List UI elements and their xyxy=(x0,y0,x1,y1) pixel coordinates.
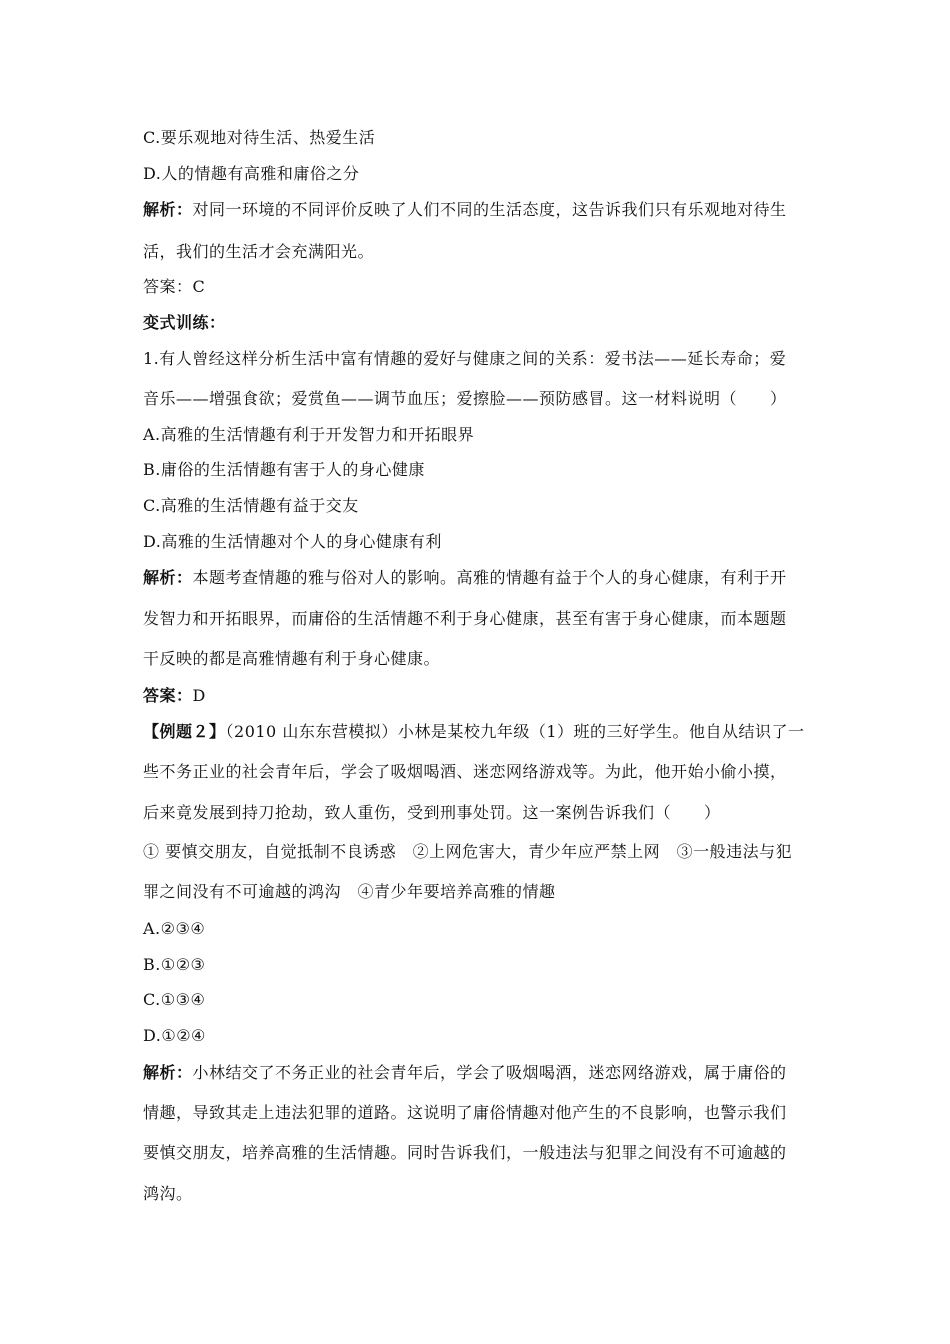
analysis-label: 解析： xyxy=(143,200,193,219)
answer-line xyxy=(143,686,206,706)
analysis-text: 本题考查情趣的雅与俗对人的影响。高雅的情趣有益于个人的身心健康，有利于开 xyxy=(192,568,787,587)
answer-value: D xyxy=(192,686,206,705)
example-stem-text: （2010 山东东营模拟）小林是某校九年级（1）班的三好学生。他自从结识了一 xyxy=(225,722,805,741)
example-stem-line xyxy=(143,722,805,742)
analysis-line: 鸿沟。 xyxy=(143,1184,193,1203)
option-b: B.庸俗的生活情趣有害于人的身心健康 xyxy=(143,460,425,479)
analysis-line: 干反映的都是高雅情趣有利于身心健康。 xyxy=(143,649,441,668)
option-a: A.高雅的生活情趣有利于开发智力和开拓眼界 xyxy=(143,425,475,444)
option-d: D.高雅的生活情趣对个人的身心健康有利 xyxy=(143,532,442,551)
analysis-line: 发智力和开拓眼界，而庸俗的生活情趣不利于身心健康，甚至有害于身心健康，而本题题 xyxy=(143,609,787,628)
analysis-line xyxy=(143,1063,787,1083)
answer-label: 答案： xyxy=(143,686,193,705)
example-stem-line: 些不务正业的社会青年后，学会了吸烟喝酒、迷恋网络游戏等。为此，他开始小偷小摸， xyxy=(143,762,787,781)
analysis-label: 解析： xyxy=(143,568,193,587)
analysis-text: 对同一环境的不同评价反映了人们不同的生活态度，这告诉我们只有乐观地对待生 xyxy=(192,200,787,219)
section-heading: 变式训练： xyxy=(143,313,226,332)
option-d: D.人的情趣有高雅和庸俗之分 xyxy=(143,164,360,183)
analysis-line xyxy=(143,568,787,588)
option-b: B.①②③ xyxy=(143,955,206,974)
option-c: C.要乐观地对待生活、热爱生活 xyxy=(143,128,376,147)
analysis-line: 情趣，导致其走上违法犯罪的道路。这说明了庸俗情趣对他产生的不良影响，也警示我们 xyxy=(143,1103,787,1122)
option-c: C.高雅的生活情趣有益于交友 xyxy=(143,496,359,515)
analysis-line xyxy=(143,200,787,220)
statement-items-line: 罪之间没有不可逾越的鸿沟 ④青少年要培养高雅的情趣 xyxy=(143,882,556,901)
statement-items-line: ① 要慎交朋友，自觉抵制不良诱惑 ②上网危害大，青少年应严禁上网 ③一般违法与犯 xyxy=(143,842,793,861)
example-stem-line: 后来竟发展到持刀抢劫，致人重伤，受到刑事处罚。这一案例告诉我们（ ） xyxy=(143,803,721,822)
analysis-line: 要慎交朋友，培养高雅的生活情趣。同时告诉我们，一般违法与犯罪之间没有不可逾越的 xyxy=(143,1143,787,1162)
option-a: A.②③④ xyxy=(143,919,206,938)
question-line: 音乐——增强食欲；爱赏鱼——调节血压；爱擦脸——预防感冒。这一材料说明（ ） xyxy=(143,389,787,408)
analysis-text: 小林结交了不务正业的社会青年后，学会了吸烟喝酒，迷恋网络游戏，属于庸俗的 xyxy=(192,1063,787,1082)
answer-line: 答案：C xyxy=(143,277,206,296)
question-line: 1.有人曾经这样分析生活中富有情趣的爱好与健康之间的关系：爱书法——延长寿命；爱 xyxy=(143,349,787,368)
analysis-line: 活，我们的生活才会充满阳光。 xyxy=(143,242,375,261)
example-label: 【例题２】 xyxy=(143,722,226,741)
analysis-label: 解析： xyxy=(143,1063,193,1082)
option-d: D.①②④ xyxy=(143,1026,206,1045)
option-c: C.①③④ xyxy=(143,990,206,1009)
